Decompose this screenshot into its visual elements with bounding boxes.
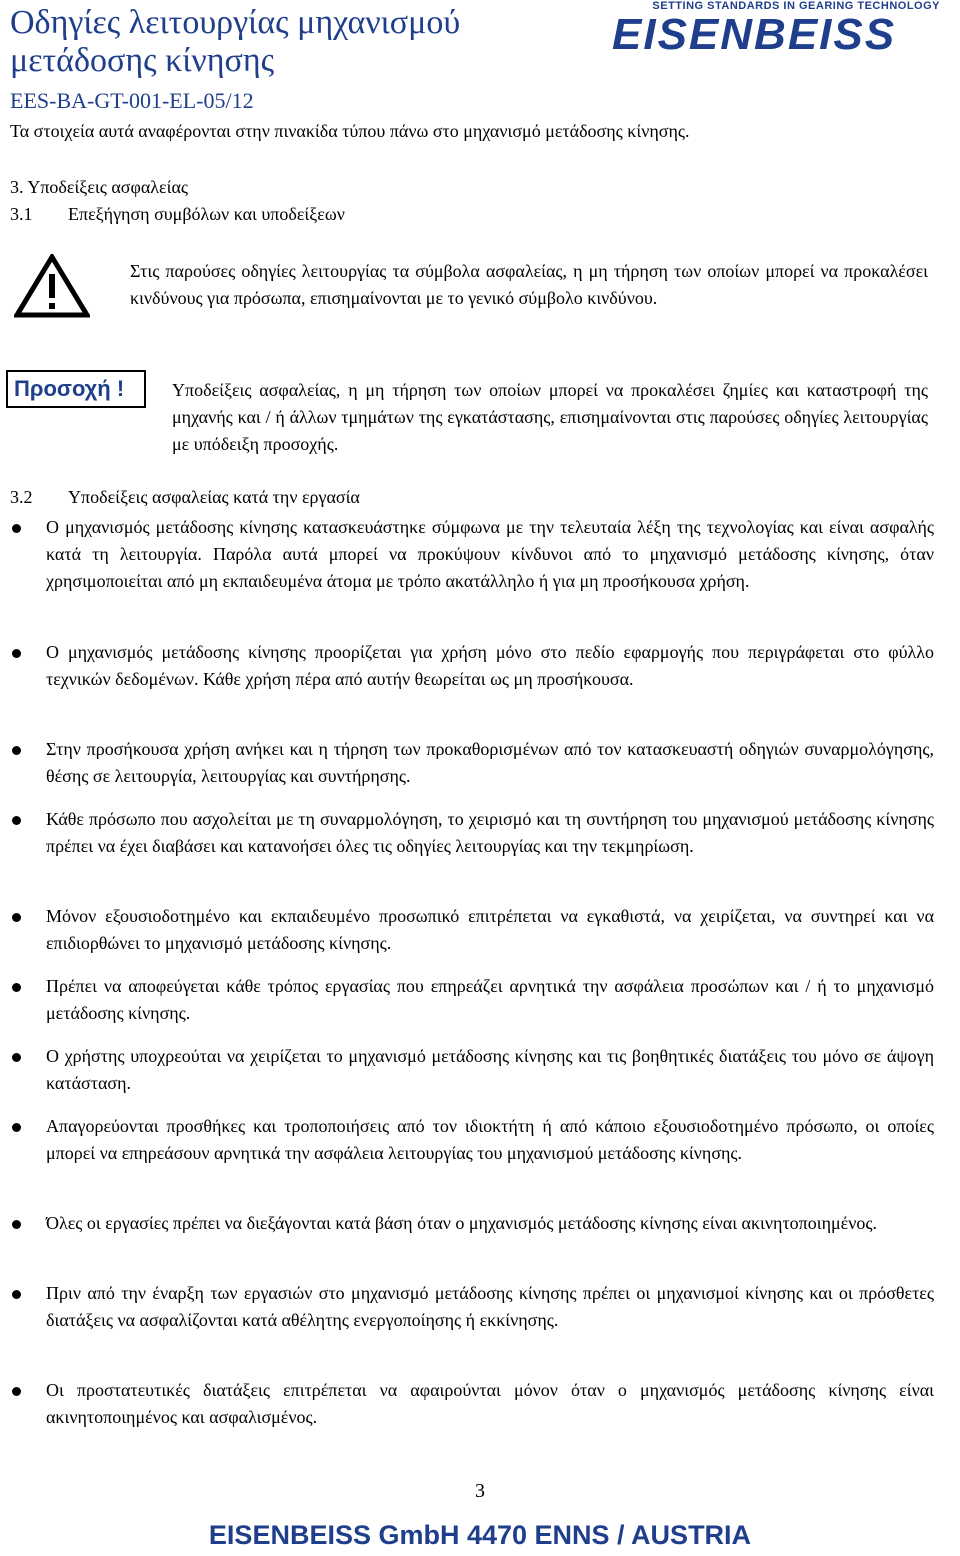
eisenbeiss-logo: EISENBEISS [612, 10, 897, 59]
list-item-text: Κάθε πρόσωπο που ασχολείται με τη συναρμολόγηση, το χειρισμό και τη συντήρηση του μηχανισμού μετάδοσης κίνησης πρέπει να έχει διαβάσει και κατανοήσει όλες τις οδηγίες λειτουργίας και την τεκμηρίωση. [46, 809, 934, 856]
bullet-icon [12, 1220, 21, 1229]
list-item-text: Ο μηχανισμός μετάδοσης κίνησης κατασκευάστηκε σύμφωνα με την τελευταία λέξη της τεχνολογίας και είναι ασφαλής κατά τη λειτουργία. Παρόλα αυτά μπορεί να προκύψουν κίνδυνοι από το μηχανισμό μετάδοσης κίνησης, όταν χρησιμοποιείται από μη εκπαιδευμένα άτομα με τρόπο ακατάλληλο ή για μη προσήκουσα χρήση. [46, 517, 934, 591]
bullet-icon [12, 1387, 21, 1396]
section-3-2-heading [10, 484, 360, 511]
warning-paragraph: Στις παρούσες οδηγίες λειτουργίας τα σύμβολα ασφαλείας, η μη τήρηση των οποίων μπορεί να προκαλέσει κινδύνους για πρόσωπα, επισημαίνονται με το γενικό σύμβολο κινδύνου. [130, 261, 928, 308]
section-3-2-title: Υποδείξεις ασφαλείας κατά την εργασία [68, 487, 360, 507]
caution-label: Προσοχή ! [6, 370, 146, 408]
bullet-icon [12, 1053, 21, 1062]
section-3-1-heading [10, 201, 345, 228]
document-title: Οδηγίες λειτουργίας μηχανισμού μετάδοσης κίνησης [10, 4, 461, 79]
section-3-1-number: 3.1 [10, 204, 33, 224]
logo-tagline: SETTING STANDARDS IN GEARING TECHNOLOGY [652, 0, 940, 12]
section-3-heading: 3. Υποδείξεις ασφαλείας [10, 177, 188, 197]
bullet-icon [12, 983, 21, 992]
footer-company: EISENBEISS GmbH 4470 ENNS / AUSTRIA [208, 1520, 752, 1550]
list-item-text: Όλες οι εργασίες πρέπει να διεξάγονται κατά βάση όταν ο μηχανισμός μετάδοσης κίνησης είναι ακινητοποιημένος. [46, 1213, 878, 1233]
section-3-1-title: Επεξήγηση συμβόλων και υποδείξεων [68, 204, 345, 224]
caution-paragraph: Υποδείξεις ασφαλείας, η μη τήρηση των οποίων μπορεί να προκαλέσει ζημίες και καταστροφή της μηχανής και / ή άλλων τμημάτων της εγκατάστασης, επισημαίνονται στις παρούσες οδηγίες λειτουργίας με υπόδειξη προσοχής. [172, 380, 928, 454]
list-item-text: Πρέπει να αποφεύγεται κάθε τρόπος εργασίας που επηρεάζει αρνητικά την ασφάλεια προσώπων και / ή το μηχανισμό μετάδοσης κίνησης. [46, 976, 934, 1023]
list-item-text: Μόνον εξουσιοδοτημένο και εκπαιδευμένο προσωπικό επιτρέπεται να εγκαθιστά, να χειρίζεται, να συντηρεί και να επιδιορθώνει το μηχανισμό μετάδοσης κίνησης. [46, 906, 934, 953]
section-3-2-number: 3.2 [10, 487, 33, 507]
bullet-icon [12, 1290, 21, 1299]
list-item-text: Ο χρήστης υποχρεούται να χειρίζεται το μηχανισμό μετάδοσης κίνησης και τις βοηθητικές διατάξεις του μόνο σε άψογη κατάσταση. [46, 1046, 934, 1093]
warning-triangle-icon [14, 254, 90, 318]
list-item-text: Στην προσήκουσα χρήση ανήκει και η τήρηση των προκαθορισμένων από τον κατασκευαστή οδηγιών συναρμολόγησης, θέσης σε λειτουργία, λειτουργίας και συντήρησης. [46, 739, 934, 786]
bullet-icon [12, 524, 21, 533]
list-item-text: Πριν από την έναρξη των εργασιών στο μηχανισμό μετάδοσης κίνησης πρέπει οι μηχανισμοί κίνησης και οι πρόσθετες διατάξεις να ασφαλίζονται κατά αθέλητης ενεργοποίησης ή εκκίνησης. [46, 1283, 934, 1330]
intro-paragraph: Τα στοιχεία αυτά αναφέρονται στην πινακίδα τύπου πάνω στο μηχανισμό μετάδοσης κίνησης. [10, 121, 690, 141]
bullet-icon [12, 816, 21, 825]
bullet-icon [12, 913, 21, 922]
page-number: 3 [475, 1480, 485, 1502]
bullet-icon [12, 746, 21, 755]
bullet-icon [12, 1123, 21, 1132]
bullet-icon [12, 649, 21, 658]
document-code: EES-BA-GT-001-EL-05/12 [10, 88, 254, 113]
list-item-text: Οι προστατευτικές διατάξεις επιτρέπεται να αφαιρούνται μόνον όταν ο μηχανισμός μετάδοσης κίνησης είναι ακινητοποιημένος και ασφαλισμένος. [46, 1380, 934, 1427]
list-item-text: Ο μηχανισμός μετάδοσης κίνησης προορίζεται για χρήση μόνο στο πεδίο εφαρμογής που περιγράφεται στο φύλλο τεχνικών δεδομένων. Κάθε χρήση πέρα από αυτήν θεωρείται ως μη προσήκουσα. [46, 642, 934, 689]
list-item-text: Απαγορεύονται προσθήκες και τροποποιήσεις από τον ιδιοκτήτη ή από κάποιο εξουσιοδοτημένο πρόσωπο, οι οποίες μπορεί να επηρεάσουν αρνητικά την ασφάλεια λειτουργίας του μηχανισμού μετάδοσης κίνησης. [46, 1116, 934, 1163]
